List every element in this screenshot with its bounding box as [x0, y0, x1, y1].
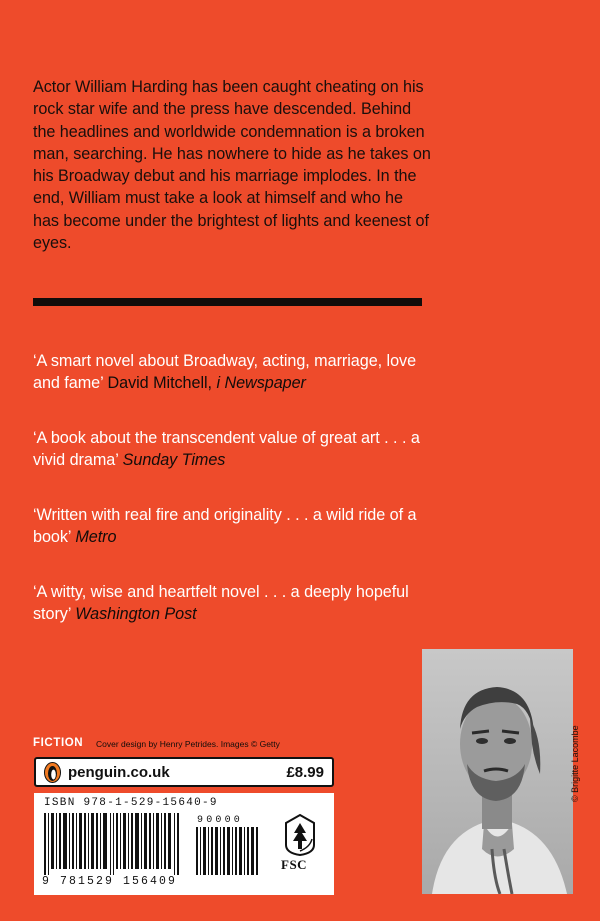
website-label: penguin.co.uk	[68, 764, 170, 781]
price-box	[34, 757, 334, 787]
addon-digits: 90000	[197, 815, 244, 826]
quote-text: ‘Written with real fire and originality . . . a wild ride of a book’	[33, 506, 417, 547]
divider-bar	[33, 298, 422, 306]
penguin-logo-icon	[44, 762, 61, 783]
genre-label: FICTION	[33, 737, 84, 749]
photo-credit: © Brigitte Lacombe	[570, 725, 580, 802]
quote-text: ‘A smart novel about Broadway, acting, marriage, love and fame’	[33, 352, 417, 393]
review-quote	[33, 427, 443, 472]
blurb-text: Actor William Harding has been caught cheating on his rock star wife and the press have descended. Behind the headlines and worldwide condemnation is a broken man, searching. He has nowhere to hide as he takes on his Broadway debut and his marriage implodes. In the end, William must take a look at himself and who he has become under the brightest of lights and keenest of eyes.	[33, 78, 431, 253]
barcode-digits: 9 781529 156409	[42, 875, 178, 888]
quote-publication: Washington Post	[75, 605, 197, 624]
quote-author: David Mitchell,	[107, 374, 213, 393]
quote-text: ‘A witty, wise and heartfelt novel . . . a deeply hopeful story’	[33, 583, 409, 624]
fsc-label: FSC	[281, 857, 308, 872]
quote-publication: Metro	[75, 528, 117, 547]
barcode-box	[34, 793, 334, 895]
review-quote	[33, 350, 443, 395]
cover-credit: Cover design by Henry Petrides. Images © Getty	[96, 739, 280, 749]
review-quote	[33, 581, 443, 626]
isbn-label: ISBN 978-1-529-15640-9	[44, 797, 218, 809]
barcode-icon	[44, 813, 184, 875]
review-quote	[33, 504, 443, 549]
quote-text: ‘A book about the transcendent value of great art . . . a vivid drama’	[33, 429, 420, 470]
price-label: £8.99	[286, 764, 324, 781]
author-photo	[422, 649, 573, 894]
quote-publication: i Newspaper	[216, 374, 306, 393]
quote-publication: Sunday Times	[122, 451, 226, 470]
